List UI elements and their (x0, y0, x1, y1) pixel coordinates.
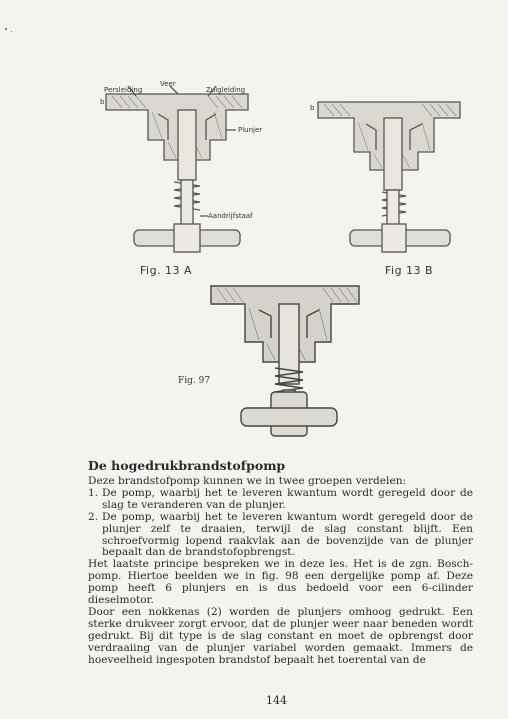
body-text (88, 476, 473, 667)
label-b-13b: b (310, 104, 315, 112)
figure-13b-drawing (310, 96, 470, 256)
figure-13b-caption: Fig 13 B (385, 264, 434, 277)
figure-13b (310, 96, 470, 256)
list-item-text: De pomp, waarbij het te leveren kwantum wordt geregeld door de slag te veranderen van de plunjer. (102, 486, 473, 511)
page-mark: • . (4, 26, 13, 34)
paragraph-camshaft: Door een nokkenas (2) worden de plunjers omhoog gedrukt. Een sterke drukveer zorgt ervoor, dat de plunjer weer naar beneden wordt gedrukt. Bij dit type is de slag constant en moet de opbrengst door verdraaiing van de plunjer variabel worden gemaakt. Immers de hoeveelheid ingespoten brandstof bepaalt het toerental van de (88, 605, 473, 666)
figure-13a-drawing (98, 80, 268, 255)
list-item (88, 512, 473, 560)
section-heading: De hogedrukbrandstofpomp (88, 458, 286, 473)
label-veer: Veer (160, 80, 176, 88)
figure-97-drawing (205, 280, 365, 450)
list-item (88, 488, 473, 512)
list-item-number: 1. (88, 486, 99, 499)
list-item-number: 2. (88, 510, 99, 523)
paragraph-bosch-pump: Het laatste principe bespreken we in deze les. Het is de zgn. Bosch-pomp. Hiertoe beelden we in fig. 98 een dergelijke pomp af. Deze pomp heeft 6 plunjers en is dus bedoeld voor een 6-cilinder dieselmotor. (88, 558, 473, 607)
page-number: 144 (266, 694, 287, 707)
intro-paragraph: Deze brandstofpomp kunnen we in twee groepen verdelen: (88, 475, 407, 487)
label-zuigleiding: Zuigleiding (206, 86, 246, 94)
figure-13a-caption: Fig. 13 A (140, 264, 193, 277)
figure-97 (205, 280, 365, 450)
label-persleiding: Persleiding (104, 86, 143, 94)
figure-13a (98, 80, 268, 255)
label-aandrijfstaaf: Aandrijfstaaf (208, 212, 253, 220)
label-b-13a: b (100, 98, 105, 106)
figure-97-caption: Fig. 97 (178, 376, 211, 386)
label-plunjer: Plunjer (238, 126, 263, 134)
list-item-text: De pomp, waarbij het te leveren kwantum wordt geregeld door de plunjer zelf te draaien, terwijl de slag constant blijft. Een schroefvormig lopend raakvlak aan de bovenzijde van de plunjer bepaalt dan de brandstofopbrengst. (102, 510, 473, 559)
